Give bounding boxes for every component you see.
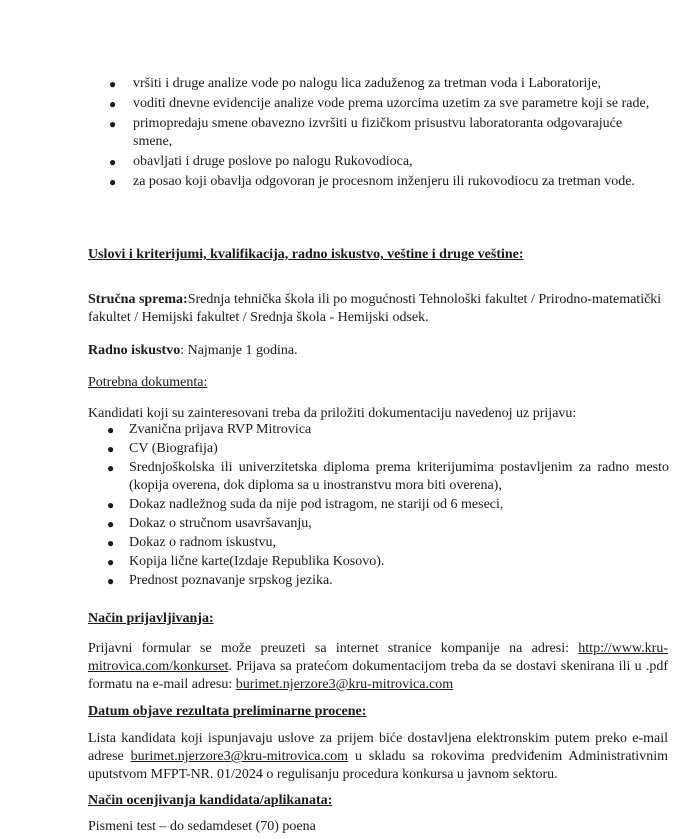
list-item: ● Prednost poznavanje srpskog jezika. <box>107 573 333 588</box>
list-item: ● Zvanična prijava RVP Mitrovica <box>107 422 312 437</box>
bullet-icon: ● <box>107 442 115 456</box>
bullet-icon: ● <box>107 536 115 550</box>
evaluation-first-item: Pismeni test – do sedamdeset (70) poena <box>88 819 316 834</box>
bullet-icon: ● <box>107 461 115 475</box>
list-item: ● primopredaju smene obavezno izvršiti u fizičkom prisustvu laboratoranta odgovarajuće smene, <box>109 116 623 149</box>
results-paragraph: Lista kandidata koji ispunjavaju uslove za prijem biće dostavljena elektronskim putem preko e-mail adrese burimet.njerzore3@kru-mitrovica.com u skladu sa rokovima predviđenim Administrativnim uputstvom MFPT-NR. 01/2024 o regulisanju procedura konkursa u javnom sektoru. <box>88 731 668 782</box>
application-heading: Način prijavljivanja: <box>88 611 214 626</box>
experience-label: Radno iskustvo <box>88 343 181 358</box>
bullet-icon: ● <box>109 117 117 131</box>
bullet-icon: ● <box>109 77 117 91</box>
list-item: ● za posao koji obavlja odgovoran je procesnom inženjeru ili rukovodiocu za tretman vode. <box>109 174 635 189</box>
conditions-heading: Uslovi i kriterijumi, kvalifikacija, radno iskustvo, veštine i druge veštine: <box>88 247 524 262</box>
application-paragraph: Prijavni formular se može preuzeti sa internet stranice kompanije na adresi: http://www.kru-mitrovica.com/konkurset. Prijava sa pratećom dokumentacijom treba da se dostavi skenirana ili u .pdf formatu na e-mail adresu: burimet.njerzore3@kru-mitrovica.com <box>88 641 668 692</box>
bullet-icon: ● <box>107 517 115 531</box>
bullet-icon: ● <box>107 498 115 512</box>
duties-list <box>109 75 663 193</box>
bullet-icon: ● <box>107 423 115 437</box>
documents-heading: Potrebna dokumenta: <box>88 375 208 390</box>
education-label: Stručna sprema: <box>88 292 188 307</box>
bullet-icon: ● <box>107 574 115 588</box>
experience-paragraph <box>88 342 668 360</box>
results-heading: Datum objave rezultata preliminarne procene: <box>88 704 367 719</box>
documents-list <box>107 421 669 591</box>
bullet-icon: ● <box>109 97 117 111</box>
website-link[interactable]: http://www.kru-mitrovica.com/konkurset <box>88 641 668 674</box>
experience-text: : Najmanje 1 godina. <box>180 343 298 358</box>
bullet-icon: ● <box>107 555 115 569</box>
email-link[interactable]: burimet.njerzore3@kru-mitrovica.com <box>235 677 454 692</box>
list-item: ● voditi dnevne evidencije analize vode prema uzorcima uzetim za sve parametre koji se rade, <box>109 96 650 111</box>
email-link[interactable]: burimet.njerzore3@kru-mitrovica.com <box>130 749 349 764</box>
list-item: ● obavljati i druge poslove po nalogu Rukovodioca, <box>109 154 413 169</box>
list-item: ● Srednjoškolska ili univerzitetska diploma prema kriterijumima postavljenim za radno mesto (kopija overena, dok diploma sa u inostranstvu mora biti overena), <box>107 460 669 493</box>
list-item: ● vršiti i druge analize vode po nalogu lica zaduženog za tretman voda i Laboratorije, <box>109 76 602 91</box>
list-item: ● Dokaz o radnom iskustvu, <box>107 535 276 550</box>
list-item: ● Dokaz o stručnom usavršavanju, <box>107 516 312 531</box>
list-item: ● CV (Biografija) <box>107 441 218 456</box>
education-text: Srednja tehnička škola ili po mogućnosti Tehnološki fakultet / Prirodno-matematički fakultet / Hemijski fakultet / Srednja škola - Hemijski odsek. <box>88 292 662 325</box>
list-item: ● Dokaz nadležnog suda da nije pod istragom, ne stariji od 6 meseci, <box>107 497 504 512</box>
list-item: ● Kopija lične karte(Izdaje Republika Kosovo). <box>107 554 385 569</box>
documents-intro: Kandidati koji su zainteresovani treba da priložiti dokumentaciju navedenoj uz prijavu: <box>88 406 577 421</box>
bullet-icon: ● <box>109 175 117 189</box>
education-paragraph <box>88 291 668 327</box>
evaluation-heading: Način ocenjivanja kandidata/aplikanata: <box>88 793 333 808</box>
bullet-icon: ● <box>109 155 117 169</box>
